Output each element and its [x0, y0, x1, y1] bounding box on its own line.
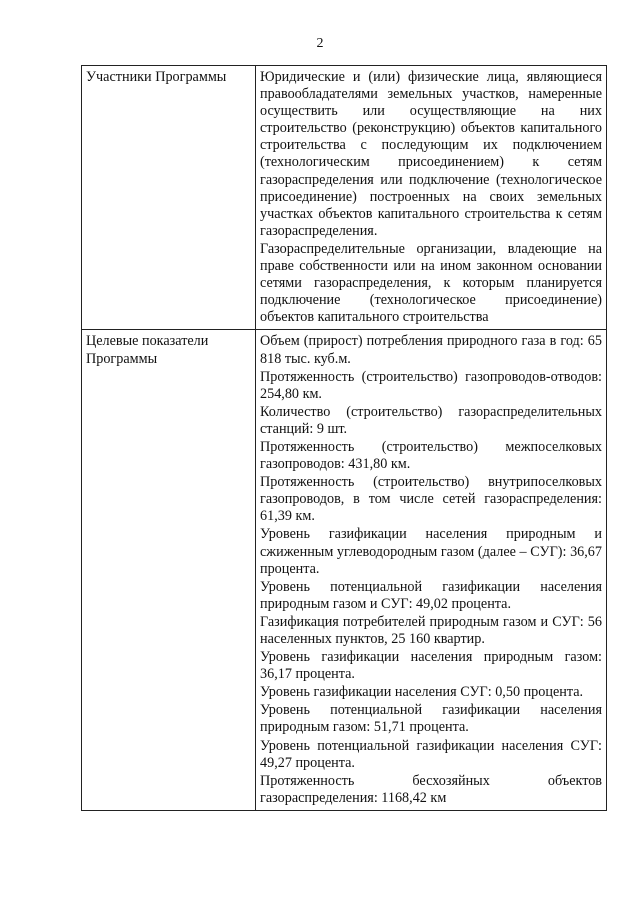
paragraph: Уровень потенциальной газификации населения природным газом и СУГ: 49,02 процента. [260, 578, 602, 612]
row-label: Целевые показатели Программы [82, 330, 256, 811]
paragraph: Протяженность бесхозяйных объектов газораспределения: 1168,42 км [260, 772, 602, 806]
row-content [256, 66, 607, 330]
paragraph: Уровень потенциальной газификации населения СУГ: 49,27 процента. [260, 737, 602, 771]
paragraph: Уровень потенциальной газификации населения природным газом: 51,71 процента. [260, 702, 602, 736]
paragraph: Протяженность (строительство) газопроводов-отводов: 254,80 км. [260, 368, 602, 402]
paragraph: Протяженность (строительство) межпоселковых газопроводов: 431,80 км. [260, 438, 602, 473]
paragraph: Уровень газификации населения природным и сжиженным углеводородным газом (далее – СУГ): 36,67 процента. [260, 526, 602, 577]
paragraph: Юридические и (или) физические лица, являющиеся правообладателями земельных участков, намеренные осуществить или осуществляющие на них строительство (реконструкцию) объектов капитального строительства с последующим их подключением (технологическим присоединением) к сетям газораспределения или подключение (технологическое присоединение) построенных на своих земельных участках объектов капитального строительства к сетям газораспределения. [260, 69, 602, 239]
table-row-participants [82, 66, 607, 330]
page-number: 2 [316, 36, 324, 51]
paragraph: Газораспределительные организации, владеющие на праве собственности или на ином законном основании сетями газораспределения, к которым планируется подключение (технологическое присоединение) объектов капитального строительства [260, 240, 602, 326]
paragraph: Количество (строительство) газораспределительных станций: 9 шт. [260, 403, 602, 437]
paragraph: Газификация потребителей природным газом и СУГ: 56 населенных пунктов, 25 160 квартир. [260, 613, 602, 647]
paragraph: Уровень газификации населения природным газом: 36,17 процента. [260, 649, 602, 683]
paragraph: Протяженность (строительство) внутрипоселковых газопроводов, в том числе сетей газораспределения: 61,39 км. [260, 474, 602, 525]
paragraph: Объем (прирост) потребления природного газа в год: 65 818 тыс. куб.м. [260, 333, 602, 367]
table-row-target-indicators [82, 330, 607, 811]
program-passport-table [81, 65, 607, 811]
row-label: Участники Программы [82, 66, 256, 330]
row-content [256, 330, 607, 811]
paragraph: Уровень газификации населения СУГ: 0,50 процента. [260, 684, 584, 701]
